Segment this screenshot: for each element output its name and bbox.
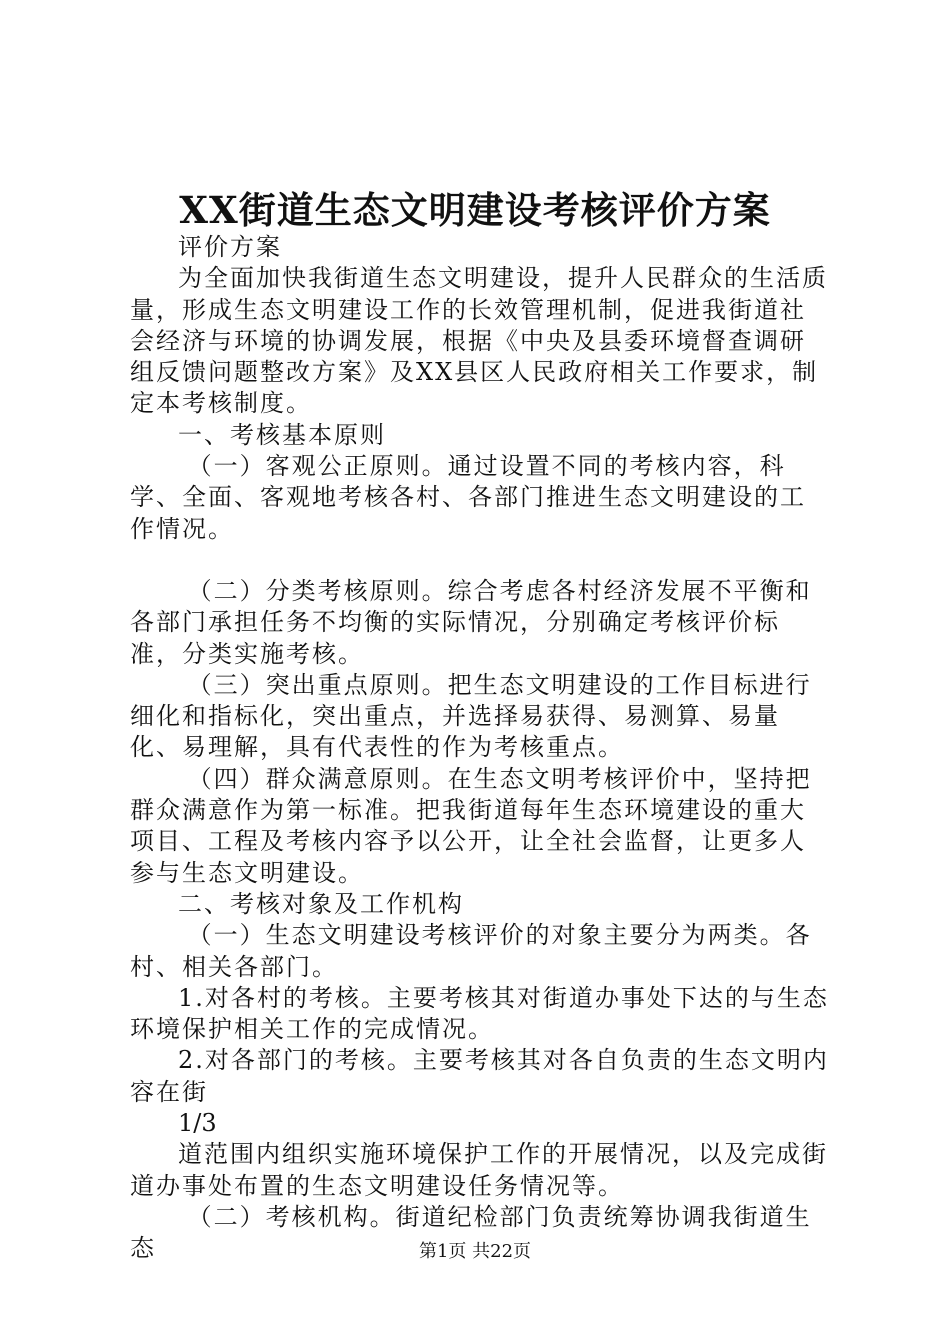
paragraph-targets-1: （一）生态文明建设考核评价的对象主要分为两类。各村、相关各部门。 — [130, 921, 812, 981]
paragraph-principle-3: （三）突出重点原则。把生态文明建设的工作目标进行细化和指标化，突出重点，并选择易获得、易测算、易量化、易理解，具有代表性的作为考核重点。 — [130, 670, 812, 762]
section-heading-principles: 一、考核基本原则 — [178, 420, 386, 449]
document-title: XX街道生态文明建设考核评价方案 — [179, 188, 771, 232]
paragraph-intro: 为全面加快我街道生态文明建设，提升人民群众的生活质量，形成生态文明建设工作的长效管理机制，促进我街道社会经济与环境的协调发展，根据《中央及县委环境督查调研组反馈问题整改方案》及XX县区人民政府相关工作要求，制定本考核制度。 — [130, 264, 828, 418]
paragraph-department-assessment: 2.对各部门的考核。主要考核其对各自负责的生态文明内容在街 — [130, 1046, 829, 1106]
paragraph-subtitle: 评价方案 — [178, 233, 282, 261]
paragraph-assessment-body: （二）考核机构。街道纪检部门负责统筹协调我街道生态 — [130, 1202, 812, 1263]
paragraph-principle-4: （四）群众满意原则。在生态文明考核评价中，坚持把群众满意作为第一标准。把我街道每年生态环境建设的重大项目、工程及考核内容予以公开，让全社会监督，让更多人参与生态文明建设。 — [130, 764, 812, 887]
page-footer: 第1页 共22页 — [418, 1241, 532, 1262]
paragraph-principle-1: （一）客观公正原则。通过设置不同的考核内容，科学、全面、客观地考核各村、各部门推进生态文明建设的工作情况。 — [130, 452, 806, 543]
paragraph-village-assessment: 1.对各村的考核。主要考核其对街道办事处下达的与生态环境保护相关工作的完成情况。 — [130, 983, 829, 1044]
section-heading-targets: 二、考核对象及工作机构 — [178, 889, 464, 918]
inline-page-marker: 1/3 — [178, 1109, 217, 1138]
document-body — [130, 232, 830, 1265]
paragraph-department-continued: 道范围内组织实施环境保护工作的开展情况，以及完成街道办事处布置的生态文明建设任务情况等。 — [130, 1140, 828, 1200]
paragraph-principle-2: （二）分类考核原则。综合考虑各村经济发展不平衡和各部门承担任务不均衡的实际情况，分别确定考核评价标准，分类实施考核。 — [130, 576, 812, 668]
